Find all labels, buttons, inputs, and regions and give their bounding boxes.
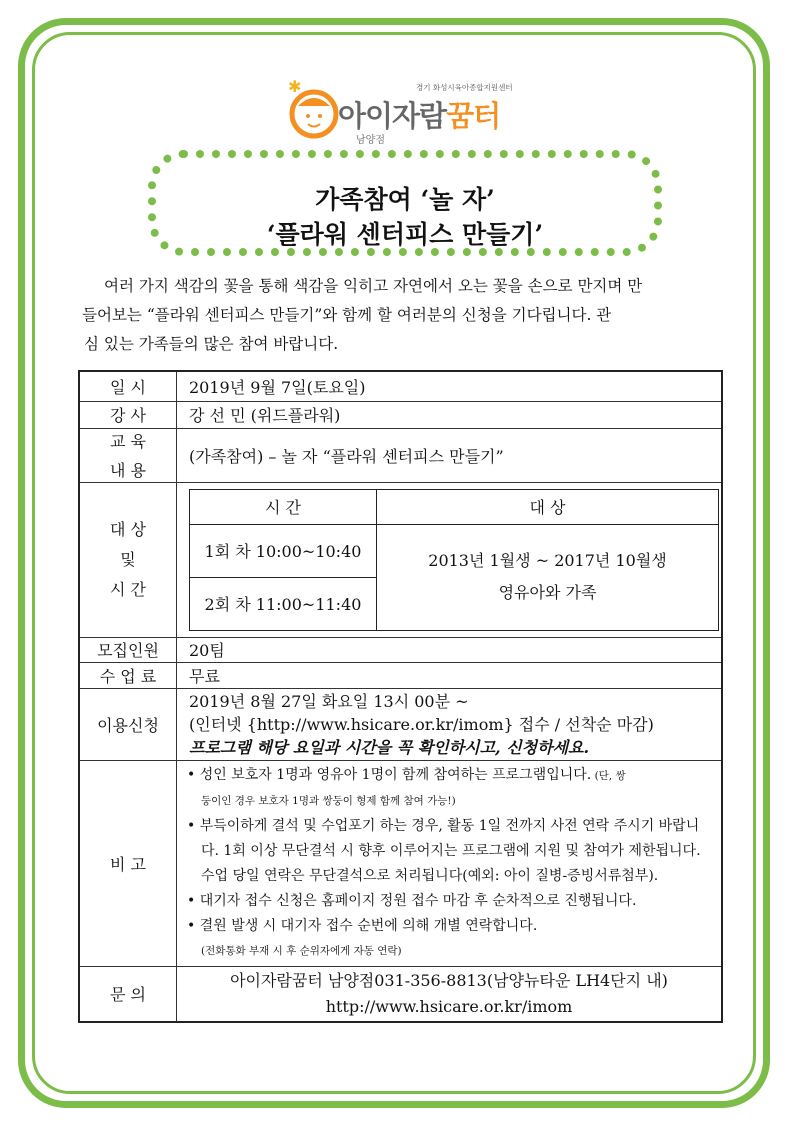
value-notes: • 성인 보호자 1명과 영유아 1명이 함께 참여하는 프로그램입니다. (단, 쌍 둥이인 경우 보호자 1명과 쌍둥이 형제 함께 참여 가능!) • 부득이하게 결석 및 수업포기 하는 경우, 활동 1일 전까지 사전 연락 주시기 바랍니다. 1회 이상 무단결석 시 향후 이루어지는 프로그램에 지원 및 참여가 제한됩니다. 수업 당일 연락은 무단결석으로 처리됩니다(예외: 아이 질병-증빙서류첨부). • 대기자 접수 신청은 홈페이지 정원 접수 마감 후 순차적으로 진행됩니다. • 결원 발생 시 대기자 접수 순번에 의해 개별 연락합니다. (전화통화 부재 시 후 순위자에게 자동 연락) [177, 760, 723, 966]
head-target: 대 상 [377, 489, 719, 524]
value-content: (가족참여) – 놀 자 “플라워 센터피스 만들기” [177, 428, 723, 482]
value-apply: 2019년 8월 27일 화요일 13시 00분 ~ (인터넷 {http://www.hsicare.or.kr/imom} 접수 / 선착순 마감) 프로그램 해당 요일과 시간을 꼭 확인하시고, 신청하세요. [177, 688, 723, 760]
value-instructor: 강 선 민 (위드플라워) [177, 401, 723, 428]
value-date: 2019년 9월 7일(토요일) [177, 371, 723, 401]
title-line2: ‘플라워 센터피스 만들기’ [266, 220, 544, 249]
row-apply [79, 688, 722, 760]
label-fee: 수 업 료 [79, 662, 177, 688]
row-notes [79, 760, 722, 966]
session-2: 2회 차 11:00~11:40 [190, 577, 377, 630]
value-contact: 아이자람꿈터 남양점031-356-8813(남양뉴타운 LH4단지 내) http://www.hsicare.or.kr/imom [177, 966, 723, 1022]
title-line1: 가족참여 ‘놀 자’ [315, 185, 495, 214]
intro-line: 심 있는 가족들의 많은 참여 바랍니다. [84, 335, 339, 353]
intro-line: 들어보는 “플라워 센터피스 만들기”와 함께 할 여러분의 신청을 기다립니다. 관 [82, 306, 612, 324]
intro-paragraph [82, 272, 718, 359]
label-instructor: 강 사 [79, 401, 177, 428]
label-apply: 이용신청 [79, 688, 177, 760]
logo-org-text: 경기 화성시육아종합지원센터 [416, 83, 513, 92]
target-description: 2013년 1월생 ~ 2017년 10월생 영유아와 가족 [377, 524, 719, 630]
row-fee [79, 662, 722, 688]
label-recruit: 모집인원 [79, 637, 177, 662]
row-recruit [79, 637, 722, 662]
schedule-table [189, 489, 719, 631]
svg-text:✱: ✱ [288, 78, 302, 96]
logo-branch: 남양점 [356, 135, 385, 146]
row-content [79, 428, 722, 482]
row-contact [79, 966, 722, 1022]
logo-face-icon [286, 78, 342, 140]
logo [286, 78, 526, 148]
intro-line: 여러 가지 색감의 꽃을 통해 색감을 익히고 자연에서 오는 꽃을 손으로 만지며 만 [104, 277, 643, 295]
label-contact: 문 의 [79, 966, 177, 1022]
logo-name: 아이자람꿈터 [338, 99, 501, 133]
head-time: 시 간 [190, 489, 377, 524]
title-box [148, 150, 662, 256]
info-table [78, 370, 723, 1023]
label-content: 교 육 내 용 [79, 428, 177, 482]
target-schedule-cell [177, 482, 723, 637]
row-target [79, 482, 722, 637]
value-recruit: 20팀 [177, 637, 723, 662]
session-1: 1회 차 10:00~10:40 [190, 524, 377, 577]
value-fee: 무료 [177, 662, 723, 688]
label-notes: 비 고 [79, 760, 177, 966]
row-date [79, 371, 722, 401]
label-date: 일 시 [79, 371, 177, 401]
label-target: 대 상 및 시 간 [79, 482, 177, 637]
row-instructor [79, 401, 722, 428]
